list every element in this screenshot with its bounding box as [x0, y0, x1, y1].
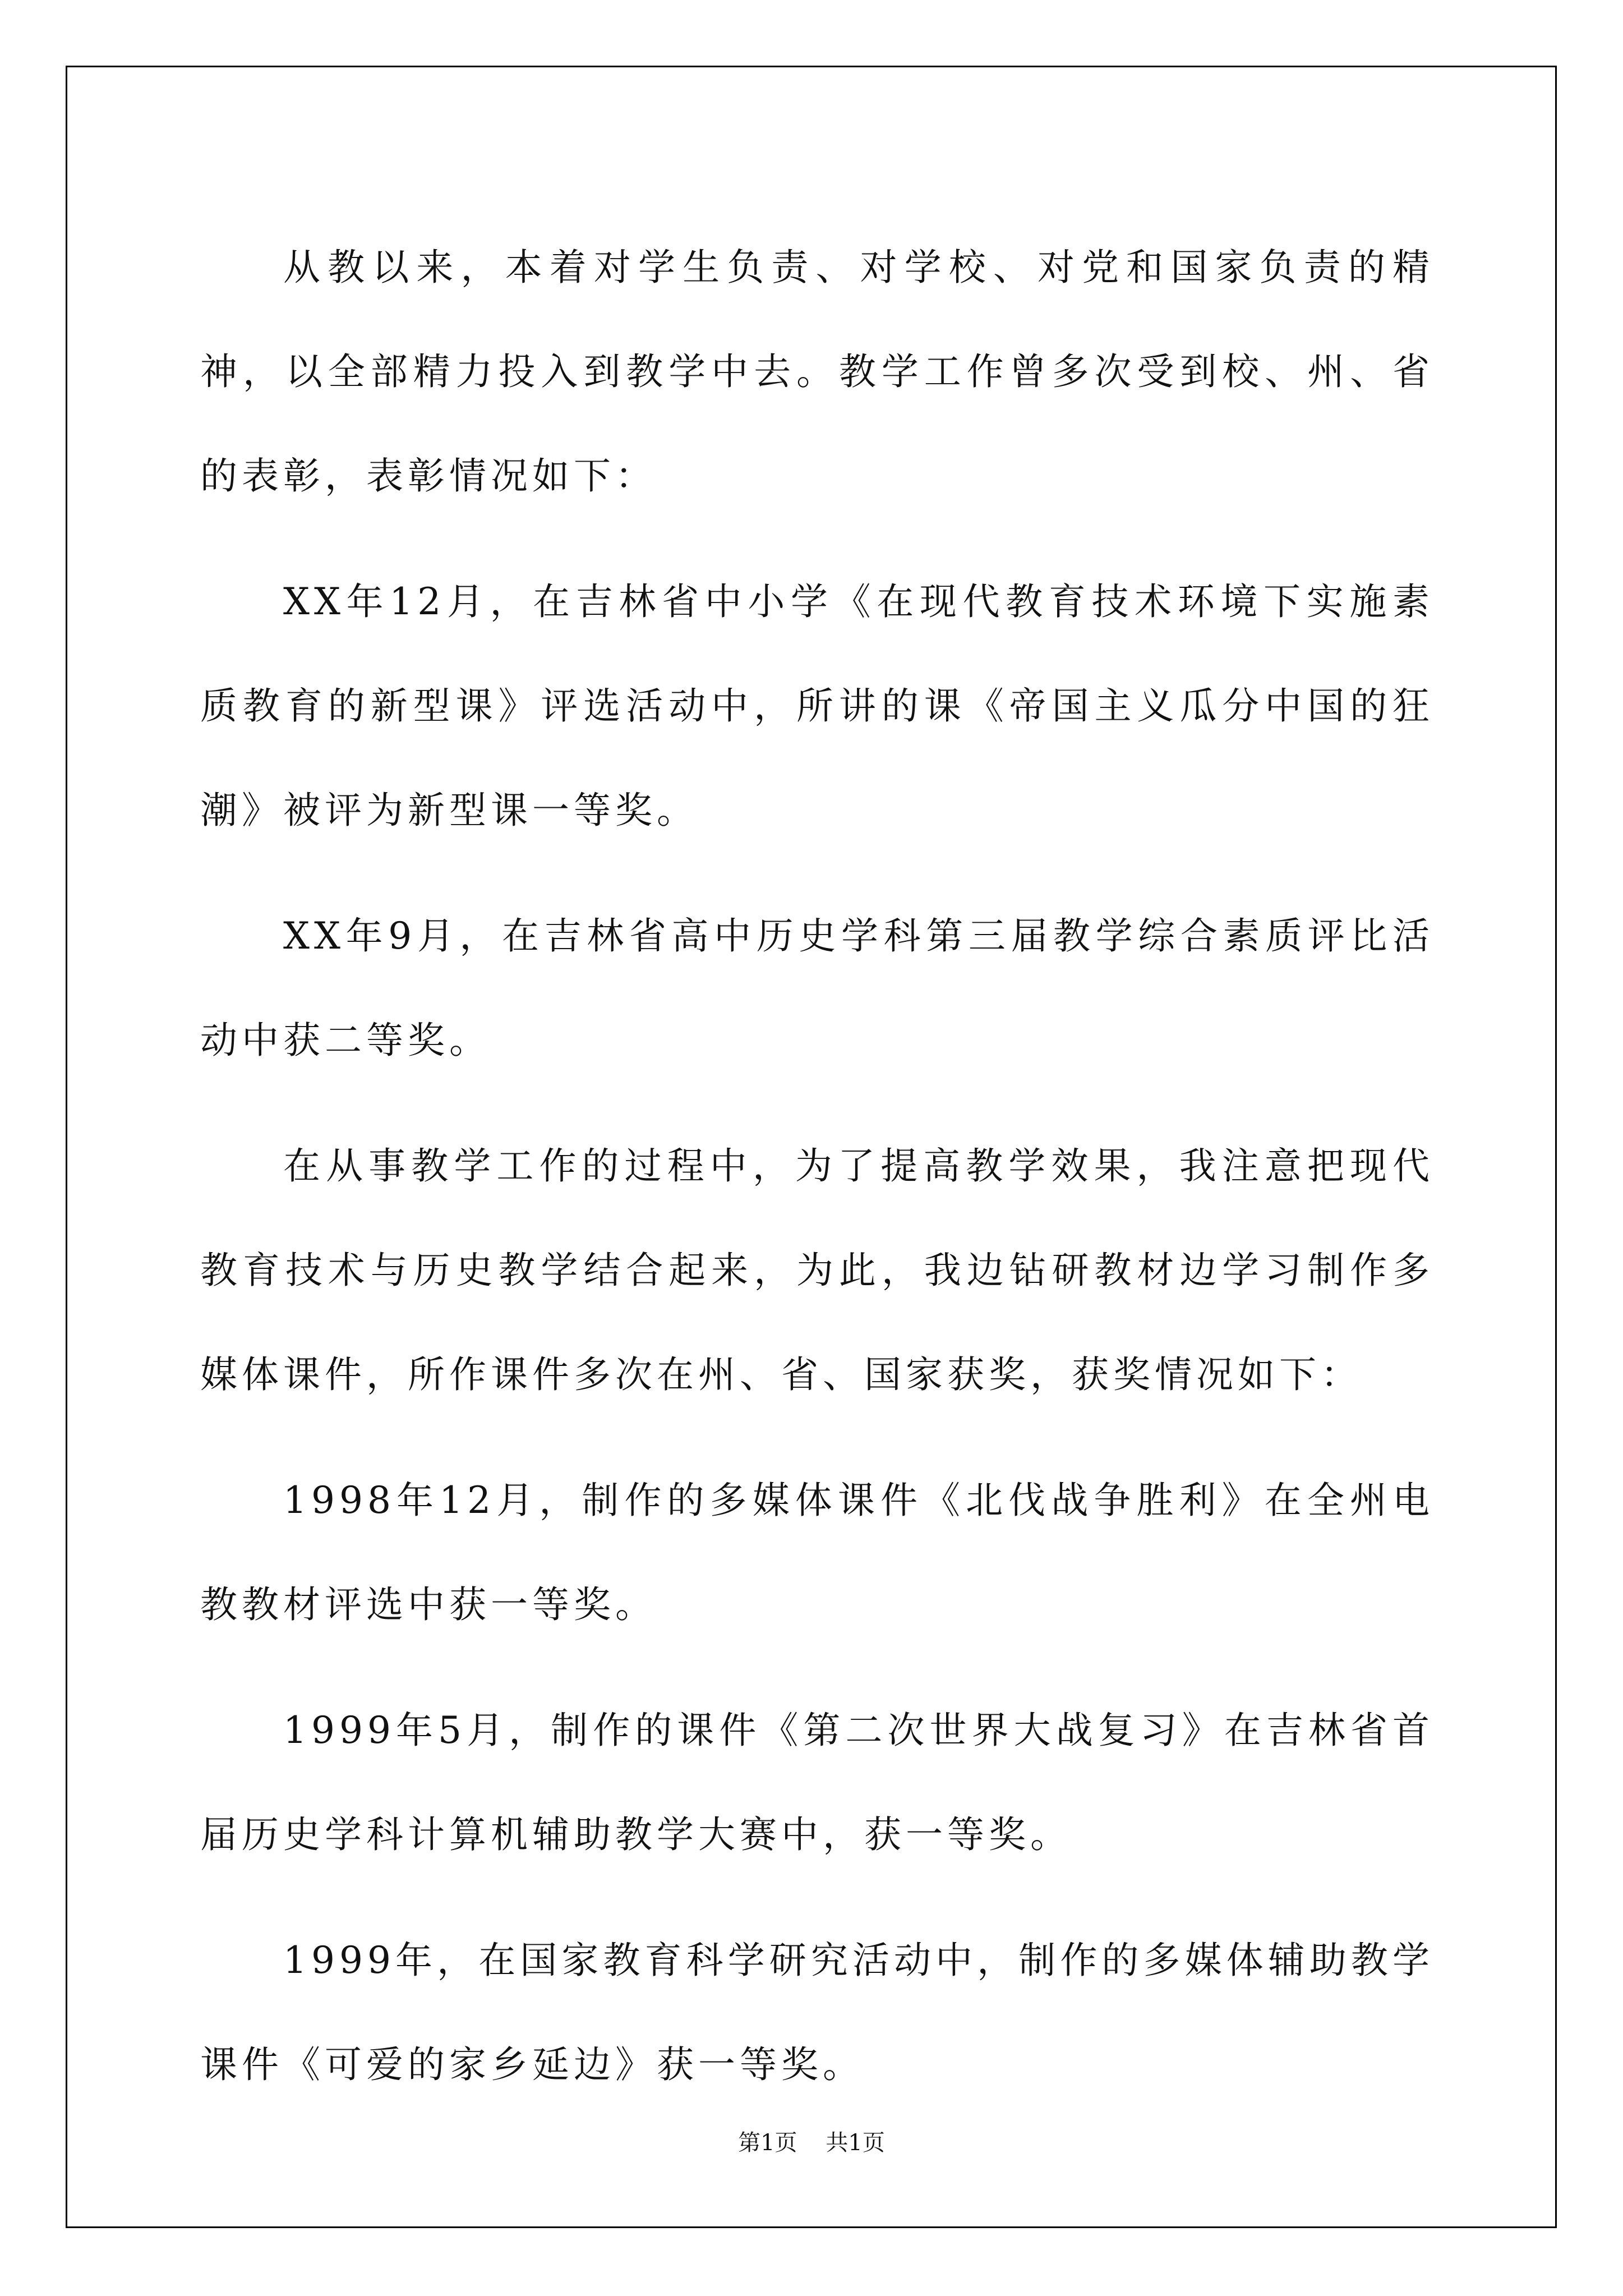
paragraph: XX年9月，在吉林省高中历史学科第三届教学综合素质评比活动中获二等奖。: [200, 914, 1434, 1062]
paragraph: 在从事教学工作的过程中，为了提高教学效果，我注意把现代教育技术与历史教学结合起来，为此，我边钻研教材边学习制作多媒体课件，所作课件多次在州、省、国家获奖，获奖情况如下：: [200, 1144, 1434, 1396]
paragraph: 1998年12月，制作的多媒体课件《北伐战争胜利》在全州电教教材评选中获一等奖。: [200, 1479, 1434, 1626]
page-footer: [0, 2125, 1623, 2157]
paragraph: 1999年5月，制作的课件《第二次世界大战复习》在吉林省首届历史学科计算机辅助教学大赛中，获一等奖。: [200, 1709, 1434, 1856]
paragraph: 从教以来，本着对学生负责、对学校、对党和国家负责的精神，以全部精力投入到教学中去。教学工作曾多次受到校、州、省的表彰，表彰情况如下：: [200, 246, 1434, 498]
document-body: [200, 215, 1434, 2138]
paragraph: 1999年，在国家教育科学研究活动中，制作的多媒体辅助教学课件《可爱的家乡延边》获一等奖。: [200, 1939, 1434, 2086]
page-number: 第1页: [738, 2130, 797, 2156]
page-total: 共1页: [826, 2130, 885, 2156]
paragraph: XX年12月，在吉林省中小学《在现代教育技术环境下实施素质教育的新型课》评选活动中，所讲的课《帝国主义瓜分中国的狂潮》被评为新型课一等奖。: [200, 580, 1434, 832]
